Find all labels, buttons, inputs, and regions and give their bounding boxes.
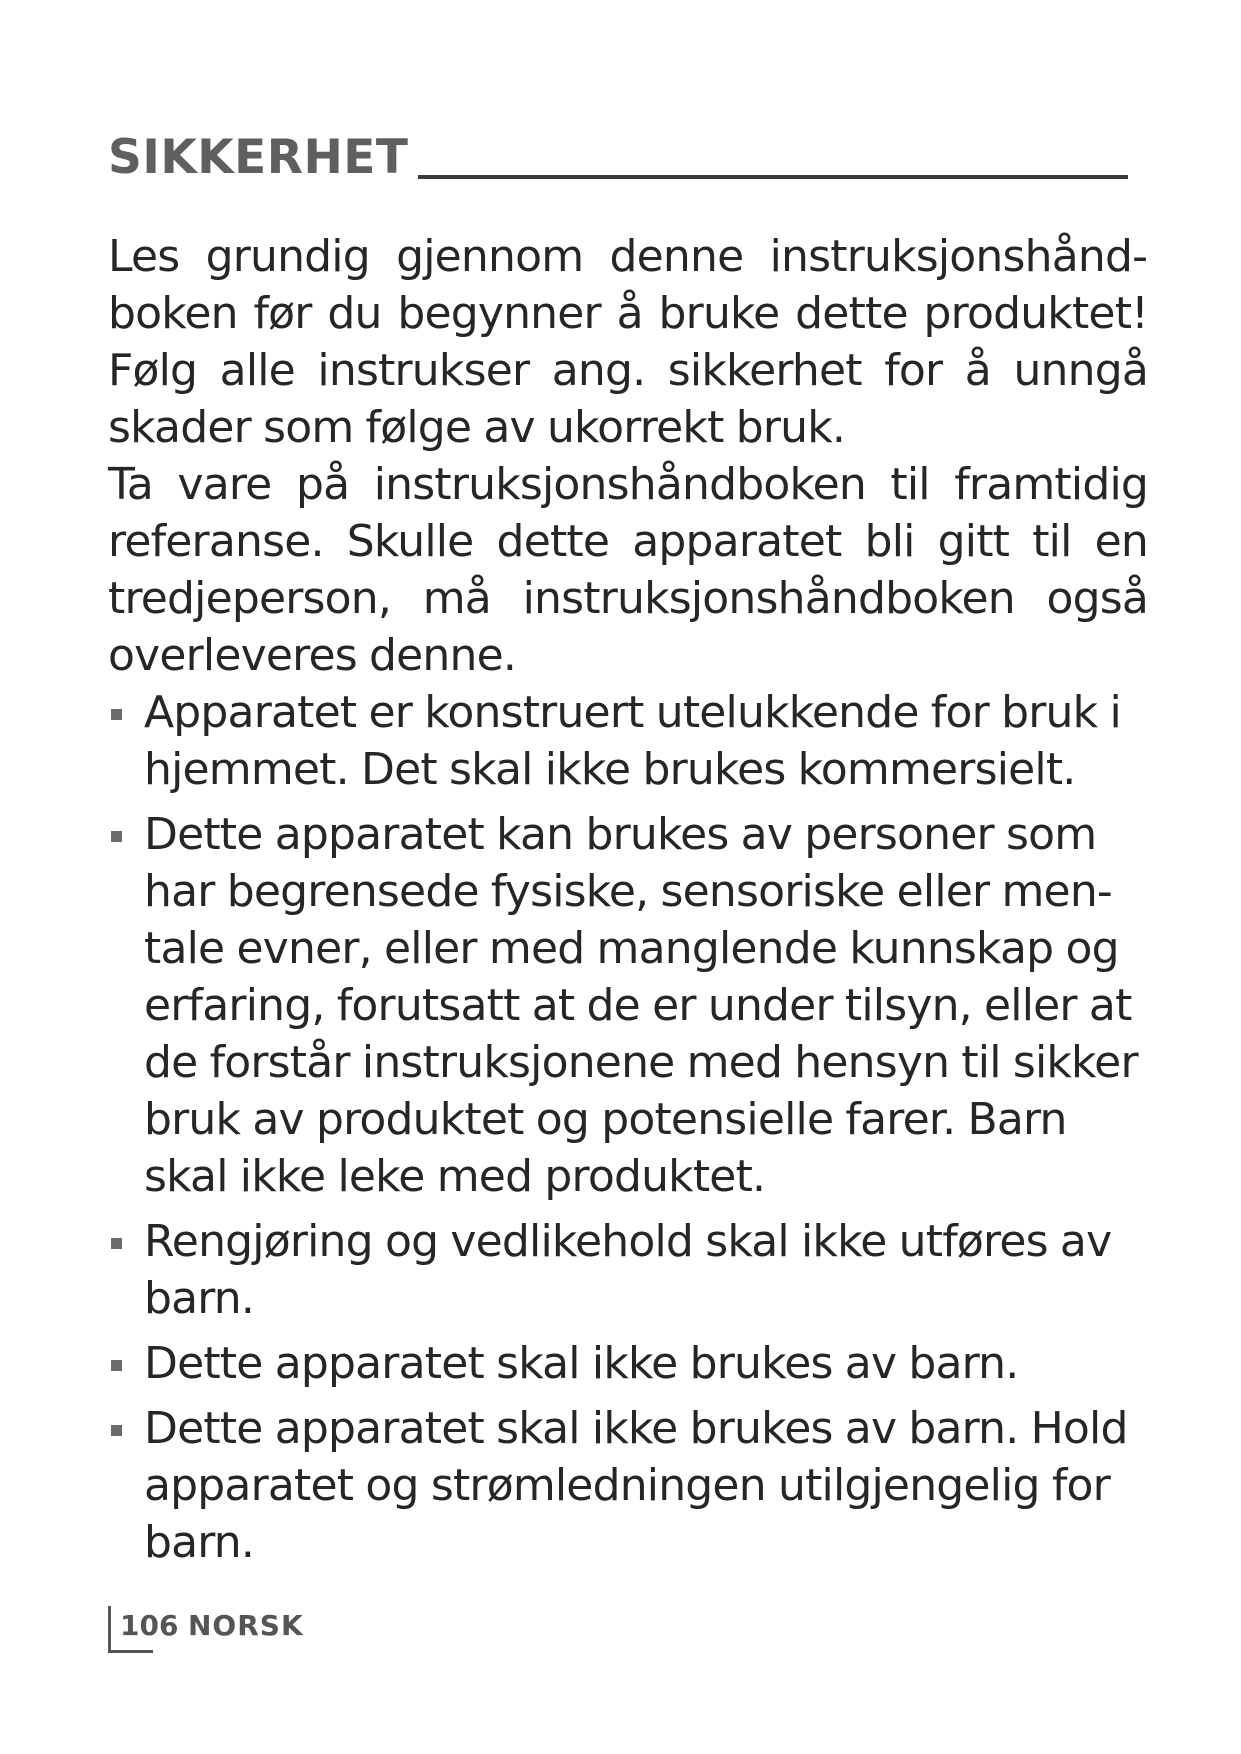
list-item-text: Dette apparatet skal ikke brukes av barn.: [144, 1338, 1019, 1389]
title-underline-rule: [418, 175, 1128, 179]
page-language: NORSK: [188, 1609, 304, 1642]
page-content: [108, 228, 1168, 1571]
intro-paragraph-1: Les grundig gjennom denne instruksjonshåndboken før du begynner å bruke dette produktet! Følg alle instrukser ang. sikkerhet for å unngå skader som følge av ukorrekt bruk.: [108, 231, 1148, 453]
list-item-text: Rengjøring og vedlikehold skal ikke utføres av barn.: [144, 1216, 1112, 1324]
list-item: [108, 1213, 1154, 1327]
square-bullet-icon: [111, 1238, 122, 1249]
section-title: SIKKERHET: [108, 130, 409, 185]
safety-bullet-list: [108, 684, 1168, 1571]
page-footer: [108, 1606, 408, 1656]
list-item-text: Dette apparatet skal ikke brukes av barn. Hold apparatet og strømledningen utilgjengelig for barn.: [144, 1403, 1128, 1568]
square-bullet-icon: [111, 831, 122, 842]
list-item: [108, 806, 1154, 1205]
list-item: [108, 1400, 1154, 1571]
square-bullet-icon: [111, 1360, 122, 1371]
list-item-text: Dette apparatet kan brukes av personer som har begrensede fysiske, sensoriske eller mentale evner, eller med manglende kunnskap og erfaring, forutsatt at de er under tilsyn, eller at de forstår instruksjonene med hensyn til sikker bruk av produktet og potensielle farer. Barn skal ikke leke med produktet.: [144, 809, 1138, 1202]
intro-text: [108, 228, 1168, 684]
list-item: [108, 684, 1154, 798]
intro-paragraph-2: Ta vare på instruksjonshåndboken til framtidig referanse. Skulle dette apparatet bli gitt til en tredjeperson, må instruksjonshåndboken også overleveres denne.: [108, 459, 1148, 681]
page-number: 106: [120, 1609, 179, 1642]
section-header: [108, 128, 1128, 188]
square-bullet-icon: [111, 709, 122, 720]
list-item: [108, 1335, 1154, 1392]
square-bullet-icon: [111, 1425, 122, 1436]
list-item-text: Apparatet er konstruert utelukkende for bruk i hjemmet. Det skal ikke brukes kommersielt.: [144, 687, 1121, 795]
